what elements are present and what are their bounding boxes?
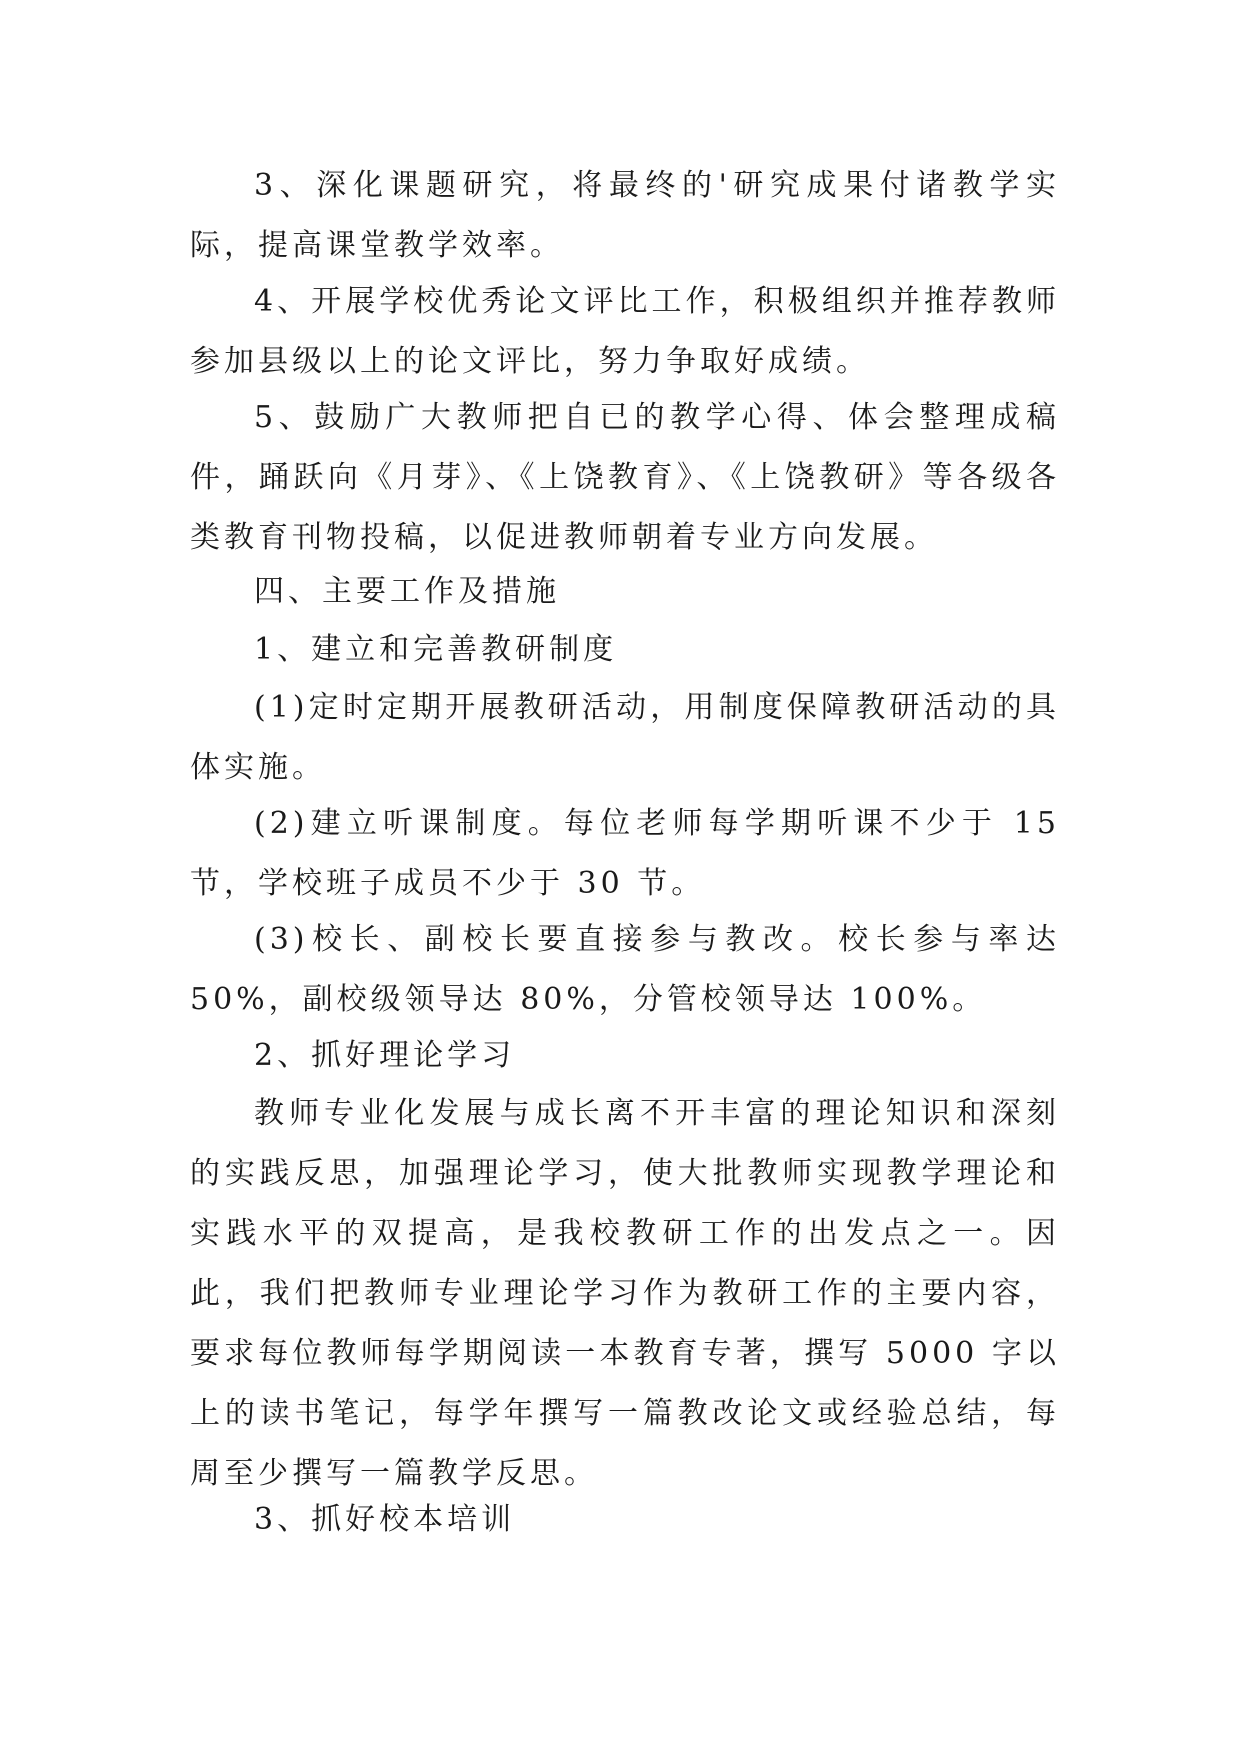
- paragraph-lesson-observation: (2)建立听课制度。每位老师每学期听课不少于 15 节，学校班子成员不少于 30 节。: [190, 806, 1060, 901]
- subheading-theory-study: 2、抓好理论学习: [254, 1038, 516, 1073]
- paragraph-regular-activities: (1)定时定期开展教研活动，用制度保障教研活动的具体实施。: [190, 690, 1060, 785]
- paragraph-research-results: 3、深化课题研究，将最终的'研究成果付诸教学实际，提高课堂教学效率。: [190, 168, 1060, 263]
- paragraph-leader-participation: (3)校长、副校长要直接参与教改。校长参与率达 50%，副校级领导达 80%，分管校领导达 100%。: [190, 922, 1060, 1017]
- subheading-school-training: 3、抓好校本培训: [254, 1502, 516, 1537]
- paragraph-theory-study-detail: 教师专业化发展与成长离不开丰富的理论知识和深刻的实践反思，加强理论学习，使大批教师实现教学理论和实践水平的双提高，是我校教研工作的出发点之一。因此，我们把教师专业理论学习作为教研工作的主要内容，要求每位教师每学期阅读一本教育专著，撰写 5000 字以上的读书笔记，每学年撰写一篇教改论文或经验总结，每周至少撰写一篇教学反思。: [190, 1096, 1060, 1491]
- paragraph-submissions: 5、鼓励广大教师把自已的教学心得、体会整理成稿件，踊跃向《月芽》、《上饶教育》、《上饶教研》等各级各类教育刊物投稿，以促进教师朝着专业方向发展。: [190, 400, 1060, 555]
- subheading-research-system: 1、建立和完善教研制度: [254, 632, 618, 667]
- paragraph-paper-competition: 4、开展学校优秀论文评比工作，积极组织并推荐教师参加县级以上的论文评比，努力争取好成绩。: [190, 284, 1060, 379]
- section-heading-main-work: 四、主要工作及措施: [254, 574, 560, 609]
